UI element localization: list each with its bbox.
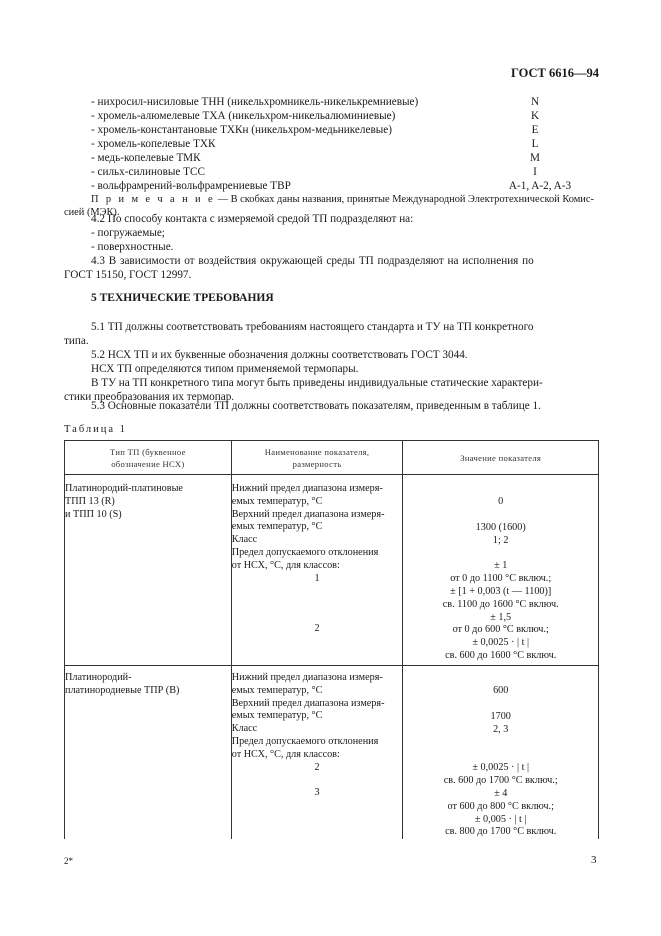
paragraph-4-3-cont: ГОСТ 15150, ГОСТ 12997. <box>64 269 192 281</box>
list-item-code: I <box>533 166 537 178</box>
list-item-code: N <box>530 96 540 108</box>
table-caption: Таблица 1 <box>64 424 127 435</box>
table-row <box>65 666 599 840</box>
table-header-cell: Наименование показателя, размерность <box>231 441 403 475</box>
page-number: 3 <box>591 854 597 866</box>
note-continuation: сией (МЭК). <box>64 207 120 218</box>
table-header-cell: Значение показателя <box>403 441 599 475</box>
list-item: - поверхностные. <box>91 241 174 253</box>
list-item-code: E <box>531 124 539 136</box>
paragraph-5-2b: НСХ ТП определяются типом применяемой термопары. <box>91 363 359 375</box>
paragraph-5-2: 5.2 НСХ ТП и их буквенные обозначения должны соответствовать ГОСТ 3044. <box>91 349 468 361</box>
note-line <box>91 193 594 207</box>
paragraph-4-2: 4.2 По способу контакта с измеряемой средой ТП подразделяют на: <box>91 213 414 225</box>
list-item: - вольфрамрений-вольфрамрениевые ТВР <box>91 180 291 192</box>
table-1 <box>64 440 599 839</box>
table-cell-type: Платинородий- платинородиевые ТПР (B) <box>65 666 232 840</box>
table-cell-values: 600 1700 2, 3 ± 0,0025 · | t | св. 600 до 1700 °С включ.; ± 4 от 600 до 800 °С включ.; ± 0,005 · | t | св. 800 до 1700 °С включ. <box>403 666 599 840</box>
list-item: - медь-копелевые ТМК <box>91 152 201 164</box>
list-item-code: K <box>530 110 540 122</box>
table-header-cell: Тип ТП (буквенное обозначение НСХ) <box>65 441 232 475</box>
table-cell-params: Нижний предел диапазона измеря- емых температур, °С Верхний предел диапазона измеря- емых температур, °С Класс Предел допускаемого отклонения от НСХ, °С, для классов: 1 2 <box>231 475 403 666</box>
list-item: - погружаемые; <box>91 227 165 239</box>
table-cell-params: Нижний предел диапазона измеря- емых температур, °С Верхний предел диапазона измеря- емых температур, °С Класс Предел допускаемого отклонения от НСХ, °С, для классов: 2 3 <box>231 666 403 840</box>
paragraph-5-2c: В ТУ на ТП конкретного типа могут быть приведены индивидуальные статические характери- <box>91 377 543 389</box>
list-item-code: M <box>530 152 540 164</box>
table-header-row <box>65 441 599 475</box>
table-row <box>65 475 599 666</box>
section-title: 5 ТЕХНИЧЕСКИЕ ТРЕБОВАНИЯ <box>91 292 274 304</box>
list-item: - хромель-алюмелевые ТХА (никельхром-никельалюминиевые) <box>91 110 396 122</box>
table-cell-type: Платинородий-платиновые ТПП 13 (R) и ТПП 10 (S) <box>65 475 232 666</box>
paragraph-5-3: 5.3 Основные показатели ТП должны соответствовать показателям, приведенным в таблице 1. <box>91 400 541 412</box>
paragraph-5-1-cont: типа. <box>64 335 89 347</box>
list-item-code: L <box>531 138 539 150</box>
note-label: П р и м е ч а н и е <box>91 194 215 205</box>
note-text: — В скобках даны названия, принятые Международной Электротехнической Комис- <box>217 194 594 205</box>
list-item: - сильх-силиновые ТСС <box>91 166 205 178</box>
footer-mark: 2* <box>64 856 73 866</box>
paragraph-4-3: 4.3 В зависимости от воздействия окружающей среды ТП подразделяют на исполнения по <box>91 255 534 267</box>
document-id-header: ГОСТ 6616—94 <box>510 66 599 80</box>
list-item: - хромель-копелевые ТХК <box>91 138 216 150</box>
paragraph-5-2c-cont: стики преобразования их термопар. <box>64 391 235 403</box>
list-item: - нихросил-нисиловые ТНН (никельхромникель-никелькремниевые) <box>91 96 419 108</box>
list-item-code: A-1, A-2, A-3 <box>508 180 572 192</box>
table-cell-values: 0 1300 (1600) 1; 2 ± 1 от 0 до 1100 °С включ.; ± [1 + 0,003 (t — 1100)] св. 1100 до 1600 °С включ. ± 1,5 от 0 до 600 °С включ.; ± 0,0025 · | t | св. 600 до 1600 °С включ. <box>403 475 599 666</box>
list-item: - хромель-константановые ТХКн (никельхром-медьникелевые) <box>91 124 392 136</box>
paragraph-5-1: 5.1 ТП должны соответствовать требованиям настоящего стандарта и ТУ на ТП конкретного <box>91 321 534 333</box>
